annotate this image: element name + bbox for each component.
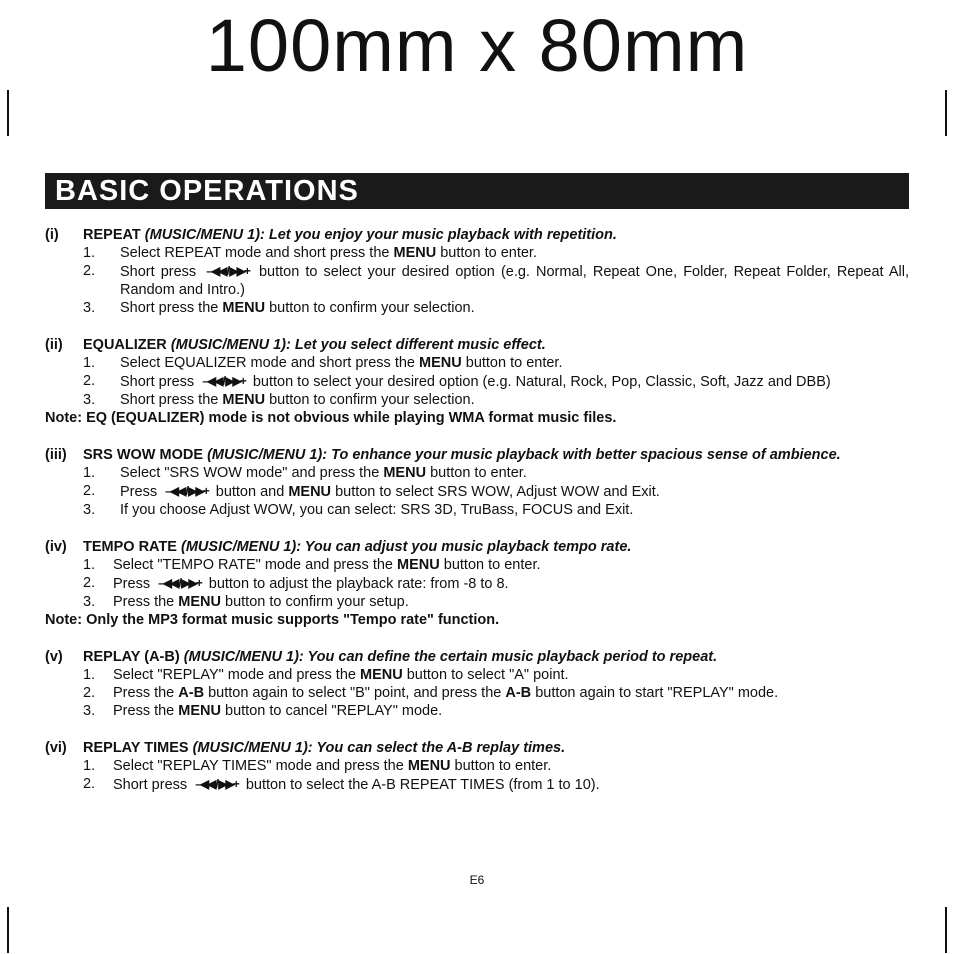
section-heading <box>45 739 909 757</box>
list-item: 2. Short press –◀◀ / ▶▶+ button to select your desired option (e.g. Normal, Repeat One, Folder, Repeat Folder, Repeat All, Random and Intro.) <box>83 263 909 298</box>
section-heading <box>45 226 909 244</box>
section-heading <box>45 648 909 666</box>
section-srs-wow <box>45 446 909 519</box>
ab-key: A-B <box>505 685 532 701</box>
section-number: (v) <box>45 649 63 665</box>
page-size-label: 100mm x 80mm <box>205 4 749 87</box>
section-number: (i) <box>45 227 59 243</box>
section-replay-times <box>45 739 909 794</box>
section-repeat <box>45 226 909 317</box>
section-number: (vi) <box>45 740 67 756</box>
section-description: (MUSIC/MENU 1): Let you select different music effect. <box>170 337 546 353</box>
list-item: 1. Select "TEMPO RATE" mode and press the MENU button to enter. <box>83 557 541 573</box>
list-item: 1. Select "REPLAY" mode and press the MENU button to select "A" point. <box>83 667 569 683</box>
menu-key: MENU <box>222 392 266 408</box>
instructions <box>45 226 909 794</box>
list-item: 2. Short press –◀◀ / ▶▶+ button to select the A-B REPEAT TIMES (from 1 to 10). <box>83 776 600 793</box>
menu-key: MENU <box>407 758 451 774</box>
section-name: TEMPO RATE <box>83 539 177 555</box>
section-name: REPEAT <box>83 227 141 243</box>
menu-key: MENU <box>393 245 437 261</box>
section-name: REPLAY TIMES <box>83 740 189 756</box>
section-heading <box>45 336 909 354</box>
section-heading <box>45 538 909 556</box>
menu-key: MENU <box>360 667 403 683</box>
list-item: 3. Press the MENU button to cancel "REPLAY" mode. <box>83 703 443 719</box>
menu-key: MENU <box>397 557 440 573</box>
section-description: (MUSIC/MENU 1): Let you enjoy your music playback with repetition. <box>144 227 617 243</box>
section-tempo-rate <box>45 538 909 629</box>
menu-key: MENU <box>419 355 462 371</box>
list-item: 1. Select "REPLAY TIMES" mode and press the MENU button to enter. <box>83 758 552 774</box>
section-description: (MUSIC/MENU 1): You can adjust you music playback tempo rate. <box>181 539 632 555</box>
section-replay-ab <box>45 648 909 720</box>
list-item: 2. Press –◀◀ / ▶▶+ button to adjust the playback rate: from -8 to 8. <box>83 575 509 592</box>
list-item: 3. Press the MENU button to confirm your setup. <box>83 594 409 610</box>
section-name: SRS WOW MODE <box>83 447 204 463</box>
section-number: (ii) <box>45 337 63 353</box>
skip-buttons-icon: –◀◀ / ▶▶+ <box>206 264 249 278</box>
page-number: E6 <box>469 873 485 887</box>
menu-key: MENU <box>178 594 221 610</box>
section-description: (MUSIC/MENU 1) <box>207 447 323 463</box>
page-title: BASIC OPERATIONS <box>55 175 359 207</box>
list-item: 2. Press the A-B button again to select "B" point, and press the A-B button again to start "REPLAY" mode. <box>83 685 779 701</box>
list-item: 1. Select EQUALIZER mode and short press the MENU button to enter. <box>83 355 563 371</box>
list-item: 3. If you choose Adjust WOW, you can select: SRS 3D, TruBass, FOCUS and Exit. <box>83 502 634 518</box>
skip-buttons-icon: –◀◀ / ▶▶+ <box>202 374 245 388</box>
menu-key: MENU <box>178 703 221 719</box>
section-description-2: : To enhance your music playback with better spacious sense of ambience. <box>322 447 841 463</box>
section-number: (iii) <box>45 447 67 463</box>
section-name: EQUALIZER <box>83 337 167 353</box>
section-description: (MUSIC/MENU 1): You can select the A-B replay times. <box>192 740 566 756</box>
list-item: 1. Select "SRS WOW mode" and press the MENU button to enter. <box>83 465 527 481</box>
list-item: 3. Short press the MENU button to confirm your selection. <box>83 300 475 316</box>
crop-mark-bottom-left <box>7 907 9 953</box>
crop-mark-bottom-right <box>945 907 947 953</box>
list-item: 3. Short press the MENU button to confirm your selection. <box>83 392 475 408</box>
section-heading <box>45 446 909 464</box>
list-item: 2. Short press –◀◀ / ▶▶+ button to select your desired option (e.g. Natural, Rock, Pop, Classic, Soft, Jazz and DBB) <box>83 373 831 390</box>
crop-mark-top-right <box>945 90 947 136</box>
menu-key: MENU <box>288 484 332 500</box>
section-equalizer <box>45 336 909 427</box>
menu-key: MENU <box>222 300 266 316</box>
note: Note: EQ (EQUALIZER) mode is not obvious while playing WMA format music files. <box>45 410 617 426</box>
ab-key: A-B <box>178 685 205 701</box>
list-item: 2. Press –◀◀ / ▶▶+ button and MENU button to select SRS WOW, Adjust WOW and Exit. <box>83 483 660 500</box>
section-name: REPLAY (A-B) <box>83 649 180 665</box>
section-banner <box>45 173 909 209</box>
skip-buttons-icon: –◀◀ / ▶▶+ <box>165 484 208 498</box>
skip-buttons-icon: –◀◀ / ▶▶+ <box>195 777 238 791</box>
crop-mark-top-left <box>7 90 9 136</box>
list-item: 1. Select REPEAT mode and short press the MENU button to enter. <box>83 245 537 261</box>
menu-key: MENU <box>383 465 427 481</box>
section-description: (MUSIC/MENU 1): You can define the certain music playback period to repeat. <box>183 649 718 665</box>
skip-buttons-icon: –◀◀ / ▶▶+ <box>158 576 201 590</box>
section-number: (iv) <box>45 539 67 555</box>
note: Note: Only the MP3 format music supports "Tempo rate" function. <box>45 612 500 628</box>
